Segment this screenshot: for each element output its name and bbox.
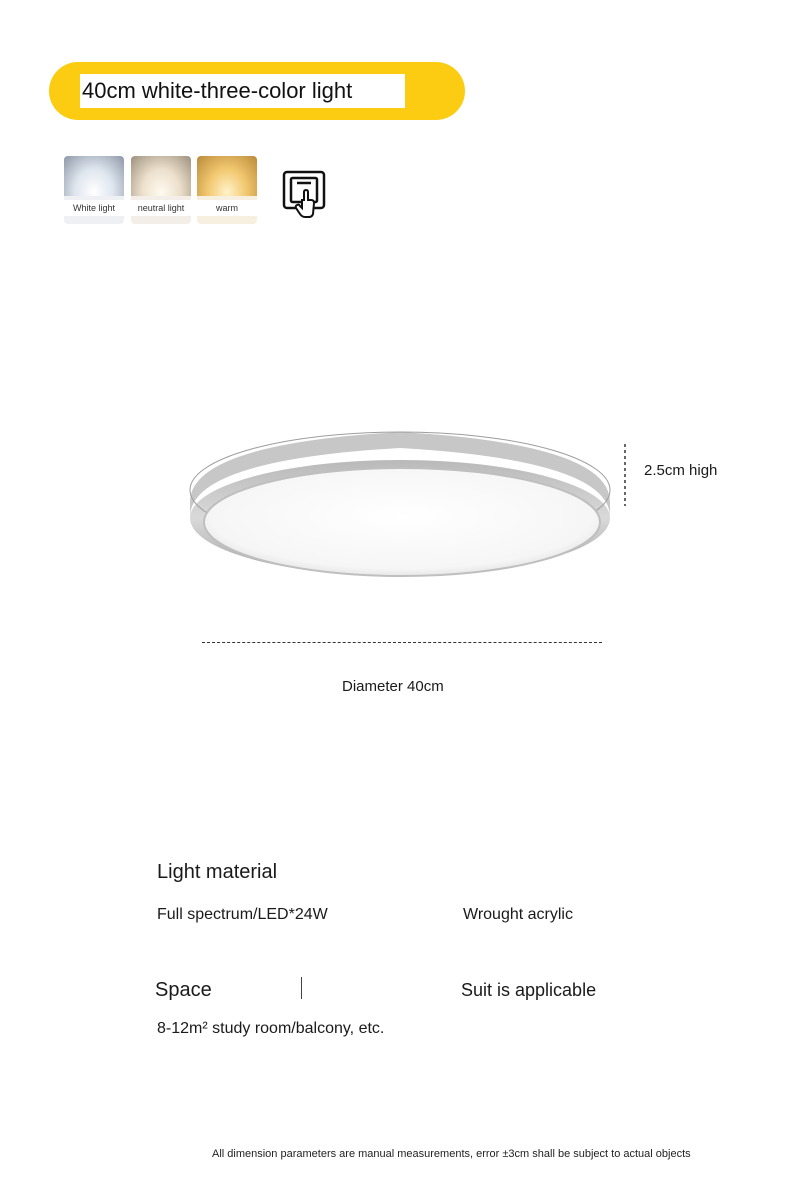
ceiling-lamp-illustration bbox=[180, 420, 620, 590]
light-source-value: Full spectrum/LED*24W bbox=[157, 906, 328, 923]
diameter-dimension-line bbox=[202, 642, 602, 643]
material-heading: Light material bbox=[157, 861, 278, 883]
space-heading: Space bbox=[155, 979, 212, 1001]
color-option-label: warm bbox=[197, 200, 257, 216]
material-value: Wrought acrylic bbox=[463, 906, 573, 923]
diameter-label: Diameter 40cm bbox=[342, 678, 444, 695]
color-option-white[interactable] bbox=[64, 156, 124, 224]
white-light-swatch bbox=[64, 156, 124, 196]
divider bbox=[301, 977, 302, 999]
warm-light-swatch bbox=[197, 156, 257, 196]
color-option-neutral[interactable] bbox=[131, 156, 191, 224]
product-title: 40cm white-three-color light bbox=[80, 74, 405, 108]
height-label: 2.5cm high bbox=[644, 462, 718, 479]
neutral-light-swatch bbox=[131, 156, 191, 196]
color-option-label: White light bbox=[64, 200, 124, 216]
height-dimension-marker bbox=[624, 444, 626, 506]
space-value: 8-12m² study room/balcony, etc. bbox=[157, 1020, 385, 1037]
suit-heading: Suit is applicable bbox=[461, 980, 597, 1000]
color-option-label: neutral light bbox=[131, 200, 191, 216]
disclaimer-text: All dimension parameters are manual measurements, error ±3cm shall be subject to actual objects bbox=[212, 1148, 691, 1160]
color-option-warm[interactable] bbox=[197, 156, 257, 224]
wall-switch-icon bbox=[282, 170, 328, 222]
